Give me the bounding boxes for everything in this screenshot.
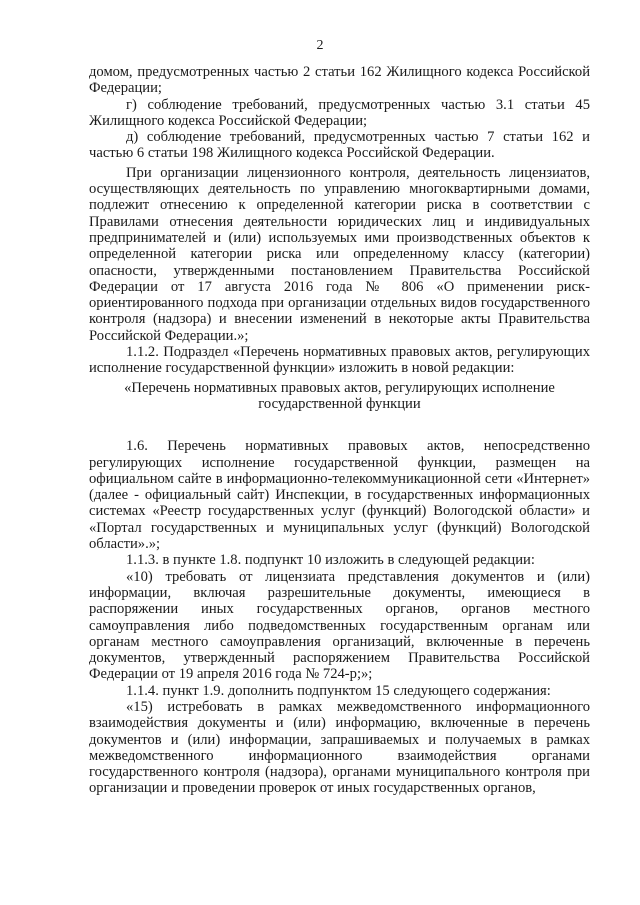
- paragraph: д) соблюдение требований, предусмотренных частью 7 статьи 162 и частью 6 статьи 198 Жилищного кодекса Российской Федерации.: [89, 129, 590, 162]
- paragraph: «10) требовать от лицензиата представления документов и (или) информации, включая разрешительные документы, имеющиеся в распоряжении иных государственных органов, органов местного самоуправления либо подведомственных государственным органам или органам местного самоуправления организаций, включенные в перечень документов, утвержденный распоряжением Правительства Российской Федерации от 19 апреля 2016 года № 724-р;»;: [89, 568, 590, 683]
- paragraph: 1.1.2. Подраздел «Перечень нормативных правовых актов, регулирующих исполнение государственной функции» изложить в новой редакции:: [89, 344, 590, 377]
- paragraph: 1.1.4. пункт 1.9. дополнить подпунктом 15 следующего содержания:: [126, 682, 551, 699]
- document-body: [89, 64, 590, 797]
- paragraph: домом, предусмотренных частью 2 статьи 162 Жилищного кодекса Российской Федерации;: [89, 64, 590, 97]
- paragraph: «15) истребовать в рамках межведомственного информационного взаимодействия документы и (или) информацию, включенные в перечень документов и (или) информации, запрашиваемых и получаемых в рамках межведомственного информационного взаимодействия органами государственного контроля (надзора), органами муниципального контроля при организации и проведении проверок от иных государственных органов,: [89, 698, 590, 797]
- section-heading: «Перечень нормативных правовых актов, регулирующих исполнение государственной функции: [124, 379, 555, 412]
- paragraph: При организации лицензионного контроля, деятельность лицензиатов, осуществляющих деятельность по управлению многоквартирными домами, подлежит отнесению к определенной категории риска в соответствии с Правилами отнесения деятельности юридических лиц и индивидуальных предпринимателей и (или) используемых ими производственных объектов к определенной категории риска или определенному классу (категории) опасности, утвержденными постановлением Правительства Российской Федерации от 17 августа 2016 года № 806 «О применении риск-ориентированного подхода при организации отдельных видов государственного контроля (надзора) и внесении изменений в некоторые акты Правительства Российской Федерации.»;: [89, 164, 590, 344]
- page-number: 2: [316, 38, 324, 53]
- paragraph: 1.1.3. в пункте 1.8. подпункт 10 изложить в следующей редакции:: [126, 552, 535, 569]
- paragraph: 1.6. Перечень нормативных правовых актов, непосредственно регулирующих исполнение государственной функции, размещен на официальном сайте в информационно-телекоммуникационной сети «Интернет» (далее - официальный сайт) Инспекции, в государственных информационных системах «Реестр государственных услуг (функций) Вологодской области» и «Портал государственных и муниципальных услуг (функций) Вологодской области».»;: [89, 438, 590, 553]
- paragraph: г) соблюдение требований, предусмотренных частью 3.1 статьи 45 Жилищного кодекса Российской Федерации;: [89, 96, 590, 129]
